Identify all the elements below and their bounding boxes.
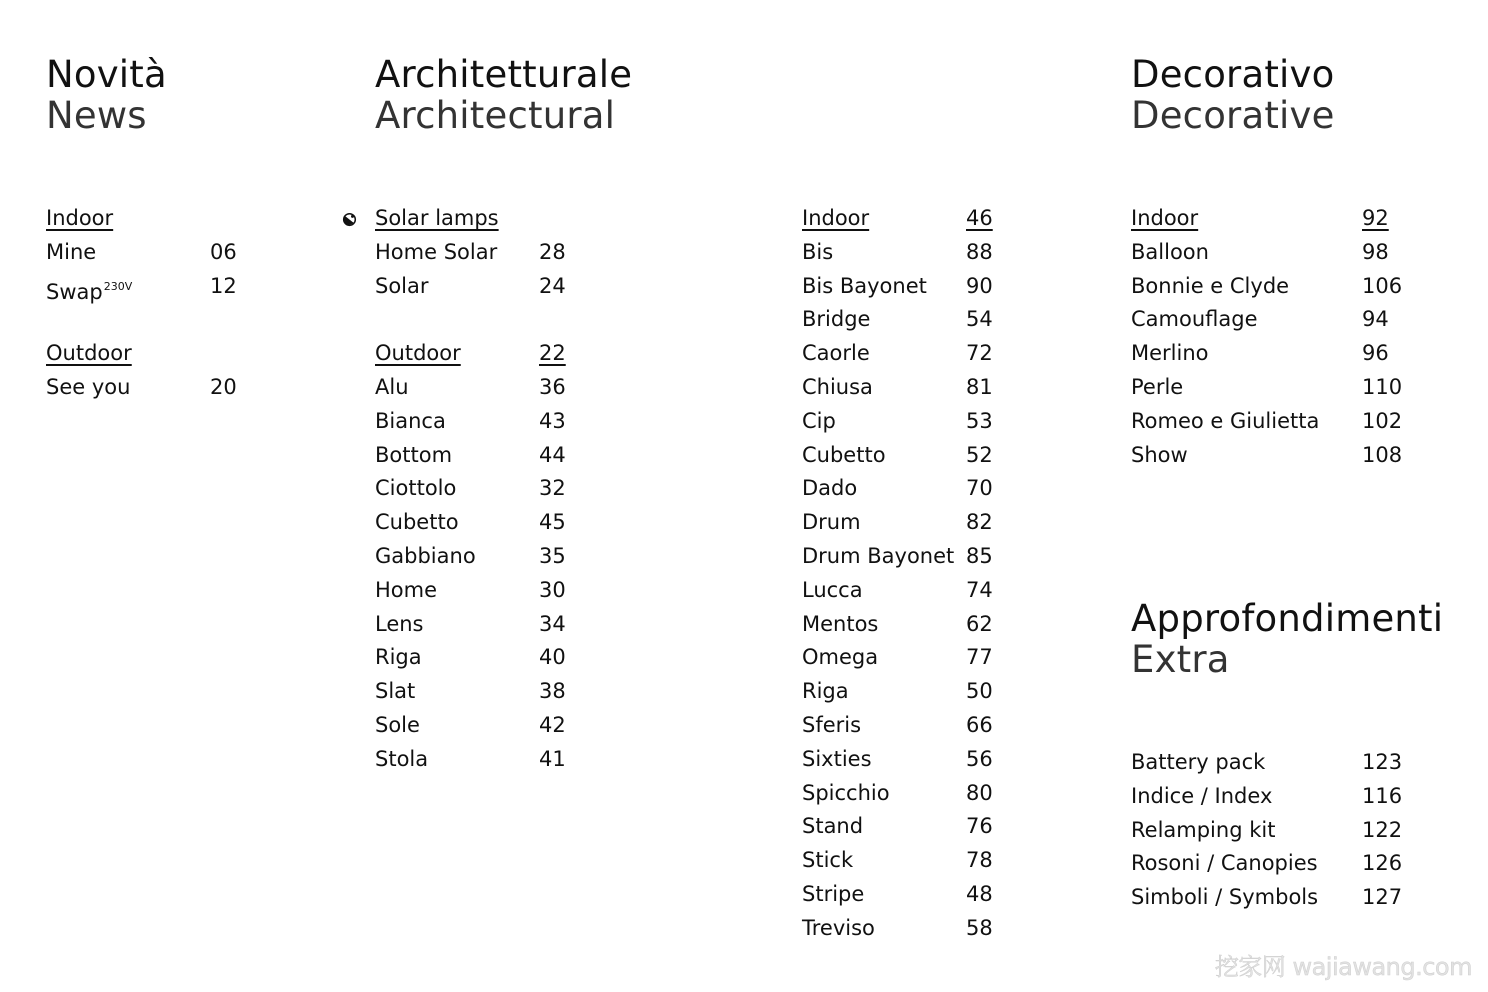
list-item[interactable] xyxy=(802,675,1062,709)
item-page[interactable]: 78 xyxy=(966,848,993,873)
list-item[interactable] xyxy=(802,506,1062,540)
item-name[interactable]: Merlino xyxy=(1131,341,1209,366)
item-name[interactable]: Home xyxy=(375,577,438,602)
item-page[interactable]: 98 xyxy=(1362,239,1389,264)
item-name[interactable]: Stick xyxy=(802,848,854,873)
item-page[interactable]: 41 xyxy=(539,746,566,771)
item-name[interactable]: Relamping kit xyxy=(1131,817,1276,842)
item-page[interactable]: 06 xyxy=(210,239,237,264)
item-page[interactable]: 54 xyxy=(966,307,993,332)
item-name[interactable]: Bridge xyxy=(802,307,871,332)
list-item[interactable] xyxy=(375,506,675,540)
item-page[interactable]: 116 xyxy=(1362,783,1403,808)
list-item[interactable] xyxy=(802,540,1062,574)
item-page[interactable]: 74 xyxy=(966,577,993,602)
item-name[interactable]: Indice / Index xyxy=(1131,783,1273,808)
item-name-text: Swap xyxy=(46,279,103,304)
item-name[interactable]: Stand xyxy=(802,814,864,839)
list-item[interactable] xyxy=(1131,881,1451,915)
list-item[interactable] xyxy=(802,236,1062,270)
item-page[interactable]: 72 xyxy=(966,341,993,366)
watermark: 挖家网 wajiawang.com xyxy=(1214,953,1472,981)
item-name[interactable]: Drum xyxy=(802,510,861,535)
list-item[interactable] xyxy=(802,270,1062,304)
architectural-heading xyxy=(375,54,632,136)
item-name[interactable]: Riga xyxy=(375,645,422,670)
item-name[interactable]: Bis xyxy=(802,239,834,264)
item-name[interactable]: Bottom xyxy=(375,442,453,467)
item-page[interactable]: 24 xyxy=(539,273,566,298)
news-index-list xyxy=(46,202,306,405)
item-page[interactable]: 45 xyxy=(539,510,566,535)
extra-list xyxy=(1131,746,1451,915)
item-page[interactable]: 42 xyxy=(539,712,566,737)
item-name[interactable]: Ciottolo xyxy=(375,476,457,501)
item-page[interactable]: 96 xyxy=(1362,341,1389,366)
news-heading xyxy=(46,54,167,136)
architectural-outdoor-header[interactable] xyxy=(375,337,675,371)
item-page[interactable]: 76 xyxy=(966,814,993,839)
item-page[interactable]: 126 xyxy=(1362,851,1403,876)
item-page[interactable]: 122 xyxy=(1362,817,1403,842)
decorative-title-en: Decorative xyxy=(1131,94,1335,137)
item-page[interactable]: 35 xyxy=(539,543,566,568)
item-name[interactable] xyxy=(46,270,132,310)
list-item[interactable] xyxy=(375,405,675,439)
item-name[interactable]: Perle xyxy=(1131,374,1184,399)
item-page[interactable]: 43 xyxy=(539,408,566,433)
item-name[interactable]: Mine xyxy=(46,239,97,264)
list-item[interactable] xyxy=(1131,371,1451,405)
list-item[interactable] xyxy=(802,608,1062,642)
item-name[interactable]: Lens xyxy=(375,611,424,636)
item-page[interactable]: 70 xyxy=(966,476,993,501)
outdoor-page[interactable]: 22 xyxy=(539,341,566,366)
list-item[interactable] xyxy=(375,675,675,709)
item-name[interactable]: Bis Bayonet xyxy=(802,273,927,298)
item-name[interactable]: Sferis xyxy=(802,712,862,737)
item-page[interactable]: 58 xyxy=(966,915,993,940)
item-page[interactable]: 106 xyxy=(1362,273,1403,298)
list-item[interactable] xyxy=(1131,814,1451,848)
item-page[interactable]: 30 xyxy=(539,577,566,602)
list-item[interactable] xyxy=(802,878,1062,912)
list-item[interactable] xyxy=(375,236,675,270)
item-name[interactable]: Drum Bayonet xyxy=(802,543,955,568)
item-page[interactable]: 66 xyxy=(966,712,993,737)
item-page[interactable]: 123 xyxy=(1362,750,1403,774)
list-item[interactable] xyxy=(46,236,306,270)
extra-title-en: Extra xyxy=(1131,638,1230,681)
architectural-title-en: Architectural xyxy=(375,94,616,137)
list-item[interactable] xyxy=(1131,236,1451,270)
solar-lamp-icon xyxy=(342,212,357,227)
item-page[interactable]: 34 xyxy=(539,611,566,636)
list-item[interactable] xyxy=(46,371,306,405)
item-name[interactable]: Mentos xyxy=(802,611,879,636)
item-page[interactable]: 108 xyxy=(1362,442,1403,467)
architectural-title-it: Architetturale xyxy=(375,53,633,96)
item-page[interactable]: 32 xyxy=(539,476,566,501)
item-page[interactable]: 88 xyxy=(966,239,993,264)
decorative-title-it: Decorativo xyxy=(1131,53,1335,96)
list-item[interactable] xyxy=(375,574,675,608)
item-page[interactable]: 94 xyxy=(1362,307,1389,332)
item-name[interactable]: Alu xyxy=(375,374,409,399)
list-item[interactable] xyxy=(375,608,675,642)
item-page[interactable]: 62 xyxy=(966,611,993,636)
decorative-heading xyxy=(1131,54,1335,136)
architectural-indoor-header[interactable] xyxy=(802,202,1062,236)
list-item[interactable] xyxy=(802,472,1062,506)
list-item[interactable] xyxy=(46,270,306,304)
news-title-it: Novità xyxy=(46,53,167,96)
item-name[interactable]: Cubetto xyxy=(375,510,459,535)
extra-heading xyxy=(1131,598,1443,680)
list-item[interactable] xyxy=(375,371,675,405)
item-name[interactable]: Show xyxy=(1131,442,1188,467)
item-name[interactable]: Balloon xyxy=(1131,239,1209,264)
list-item[interactable] xyxy=(375,641,675,675)
list-item[interactable] xyxy=(1131,405,1451,439)
list-item[interactable] xyxy=(1131,746,1451,780)
item-name[interactable]: Lucca xyxy=(802,577,863,602)
item-name[interactable]: Bonnie e Clyde xyxy=(1131,273,1290,298)
news-outdoor-header[interactable] xyxy=(46,337,306,371)
item-page[interactable]: 102 xyxy=(1362,408,1403,433)
item-name[interactable]: See you xyxy=(46,374,131,399)
indoor-page[interactable]: 46 xyxy=(966,206,993,230)
indoor-label[interactable]: Indoor xyxy=(1131,206,1199,230)
item-page[interactable]: 81 xyxy=(966,374,993,399)
item-name[interactable]: Cubetto xyxy=(802,442,886,467)
decorative-indoor-list xyxy=(1131,202,1451,472)
item-name[interactable]: Gabbiano xyxy=(375,543,476,568)
item-name[interactable]: Stola xyxy=(375,746,429,771)
item-page[interactable]: 90 xyxy=(966,273,993,298)
item-name[interactable]: Sole xyxy=(375,712,420,737)
item-name[interactable]: Romeo e Giulietta xyxy=(1131,408,1320,433)
solar-lamps-label[interactable]: Solar lamps xyxy=(375,206,499,230)
item-page[interactable]: 80 xyxy=(966,780,993,805)
list-item[interactable] xyxy=(802,574,1062,608)
item-page[interactable]: 40 xyxy=(539,645,566,670)
list-item[interactable] xyxy=(802,371,1062,405)
item-name[interactable]: Spicchio xyxy=(802,780,890,805)
item-name[interactable]: Chiusa xyxy=(802,374,873,399)
news-indoor-header[interactable] xyxy=(46,202,306,236)
indoor-label[interactable]: Indoor xyxy=(802,206,870,230)
architectural-indoor-list xyxy=(802,202,1062,946)
item-page[interactable]: 127 xyxy=(1362,885,1403,910)
item-page[interactable]: 38 xyxy=(539,679,566,704)
item-page[interactable]: 28 xyxy=(539,239,566,264)
item-page[interactable]: 82 xyxy=(966,510,993,535)
item-name[interactable]: Slat xyxy=(375,679,416,704)
list-item[interactable] xyxy=(802,844,1062,878)
item-name[interactable]: Bianca xyxy=(375,408,446,433)
list-item[interactable] xyxy=(1131,337,1451,371)
item-page[interactable]: 50 xyxy=(966,679,993,704)
item-name[interactable]: Riga xyxy=(802,679,849,704)
solar-lamps-header[interactable] xyxy=(375,202,675,236)
list-item[interactable] xyxy=(375,472,675,506)
item-page[interactable]: 12 xyxy=(210,273,237,298)
item-name[interactable]: Stripe xyxy=(802,881,865,906)
list-item[interactable] xyxy=(375,439,675,473)
list-item[interactable] xyxy=(1131,270,1451,304)
list-item[interactable] xyxy=(1131,780,1451,814)
list-item[interactable] xyxy=(375,743,675,777)
indoor-page[interactable]: 92 xyxy=(1362,206,1389,230)
list-item[interactable] xyxy=(375,270,675,304)
voltage-superscript: 230V xyxy=(103,279,133,293)
item-name[interactable]: Dado xyxy=(802,476,858,501)
list-item[interactable] xyxy=(375,709,675,743)
item-page[interactable]: 36 xyxy=(539,374,566,399)
news-title-en: News xyxy=(46,94,147,137)
item-name[interactable]: Camouflage xyxy=(1131,307,1258,332)
list-item[interactable] xyxy=(802,439,1062,473)
item-name[interactable]: Caorle xyxy=(802,341,870,366)
list-item[interactable] xyxy=(802,709,1062,743)
item-name[interactable]: Rosoni / Canopies xyxy=(1131,851,1318,876)
item-name[interactable]: Sixties xyxy=(802,746,872,771)
item-name[interactable]: Battery pack xyxy=(1131,750,1266,774)
item-page[interactable]: 52 xyxy=(966,442,993,467)
item-name[interactable]: Solar xyxy=(375,273,429,298)
item-name[interactable]: Omega xyxy=(802,645,879,670)
list-item[interactable] xyxy=(375,540,675,574)
item-page[interactable]: 53 xyxy=(966,408,993,433)
item-page[interactable]: 44 xyxy=(539,442,566,467)
news-outdoor-label[interactable]: Outdoor xyxy=(46,341,132,366)
architectural-outdoor-list xyxy=(375,202,675,777)
list-item[interactable] xyxy=(802,912,1062,946)
item-page[interactable]: 48 xyxy=(966,881,993,906)
item-name[interactable]: Simboli / Symbols xyxy=(1131,885,1319,910)
item-page[interactable]: 56 xyxy=(966,746,993,771)
item-name[interactable]: Home Solar xyxy=(375,239,498,264)
decorative-indoor-header[interactable] xyxy=(1131,202,1451,236)
list-item[interactable] xyxy=(802,641,1062,675)
spacer xyxy=(375,303,675,337)
list-item[interactable] xyxy=(1131,847,1451,881)
news-indoor-label[interactable]: Indoor xyxy=(46,206,114,230)
extra-title-it: Approfondimenti xyxy=(1131,597,1444,640)
list-item[interactable] xyxy=(802,743,1062,777)
list-item[interactable] xyxy=(802,810,1062,844)
item-name[interactable]: Cip xyxy=(802,408,836,433)
list-item[interactable] xyxy=(1131,303,1451,337)
list-item[interactable] xyxy=(802,303,1062,337)
list-item[interactable] xyxy=(1131,439,1451,473)
list-item[interactable] xyxy=(802,337,1062,371)
item-page[interactable]: 110 xyxy=(1362,374,1403,399)
item-page[interactable]: 85 xyxy=(966,543,993,568)
list-item[interactable] xyxy=(802,777,1062,811)
list-item[interactable] xyxy=(802,405,1062,439)
item-name[interactable]: Treviso xyxy=(802,915,875,940)
item-page[interactable]: 77 xyxy=(966,645,993,670)
item-page[interactable]: 20 xyxy=(210,374,237,399)
outdoor-label[interactable]: Outdoor xyxy=(375,341,461,366)
